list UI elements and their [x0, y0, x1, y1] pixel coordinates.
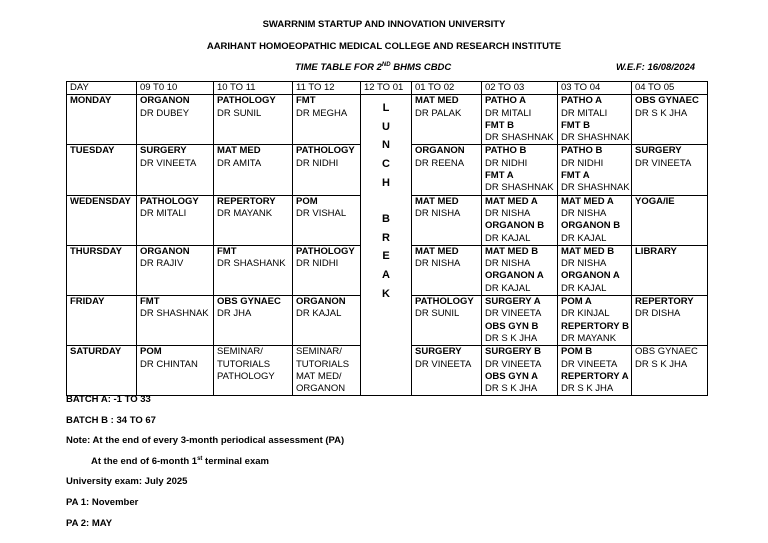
column-header: 12 TO 01	[361, 82, 412, 95]
schedule-cell	[482, 145, 558, 195]
title-pre: TIME TABLE FOR 2	[295, 62, 382, 74]
schedule-cell	[214, 296, 293, 346]
teacher-label: DR MAYANK	[217, 207, 273, 219]
subject-label: YOGA/IE	[635, 195, 675, 207]
day-cell: MONDAY	[67, 95, 137, 145]
title-post: BHMS CBDC	[390, 62, 452, 74]
schedule-cell	[214, 346, 293, 396]
subject-label: ORGANON	[140, 95, 190, 107]
subject-label: FMT B	[485, 119, 515, 131]
teacher-label: DR SHASHNAK	[485, 132, 554, 144]
batch-a: BATCH A: -1 TO 33	[66, 394, 151, 405]
teacher-label: DR SHASHNAK	[485, 182, 554, 194]
subject-label: REPERTORY B	[561, 320, 629, 332]
teacher-label: DR SHASHNAK	[140, 308, 209, 320]
schedule-cell	[632, 95, 708, 145]
teacher-label: DR NISHA	[561, 207, 607, 219]
schedule-cell	[482, 95, 558, 145]
teacher-label: DR NIDHI	[296, 258, 339, 270]
subject-label: SEMINAR/	[296, 346, 342, 358]
day-cell: WEDENSDAY	[67, 195, 137, 245]
teacher-label: DR AMITA	[217, 157, 262, 169]
teacher-label: DR KAJAL	[561, 282, 607, 294]
note2-pre: At the end of 6-month 1	[91, 456, 198, 468]
subject-label: FMT	[217, 245, 237, 257]
subject-label: ORGANON A	[561, 270, 620, 282]
lunch-letter: A	[382, 269, 390, 282]
subject-label: ORGANON A	[485, 270, 544, 282]
teacher-label: DR VINEETA	[561, 358, 618, 370]
note2-sup: st	[197, 456, 203, 462]
teacher-label: DR S K JHA	[485, 383, 538, 395]
teacher-label: DR NISHA	[561, 258, 607, 270]
subject-label: POM	[140, 346, 162, 358]
day-cell: FRIDAY	[67, 296, 137, 346]
schedule-cell	[558, 195, 632, 245]
subject-label: MAT MED A	[485, 195, 538, 207]
lunch-letter: C	[382, 158, 390, 171]
teacher-label: DR MITALI	[140, 207, 187, 219]
teacher-label: DR NIDHI	[296, 157, 339, 169]
teacher-label: DR SUNIL	[415, 308, 460, 320]
subject-label: SURGERY	[415, 346, 462, 358]
subject-label: MAT MED B	[485, 245, 539, 257]
teacher-label: DR JHA	[217, 308, 252, 320]
teacher-label: ORGANON	[296, 383, 346, 395]
note: Note: At the end of every 3-month periodical assessment (PA)	[66, 435, 345, 446]
teacher-label: DR KAJAL	[485, 232, 531, 244]
subject-label: SEMINAR/	[217, 346, 263, 358]
lunch-break-cell	[361, 95, 412, 396]
lunch-letter: U	[382, 120, 390, 133]
teacher-label: DR PALAK	[415, 107, 462, 119]
subject-label: REPERTORY A	[561, 370, 629, 382]
subject-label: OBS GYNAEC	[217, 296, 281, 308]
table-row	[67, 95, 708, 145]
lunch-letter: B	[382, 213, 390, 226]
column-header: 10 TO 11	[214, 82, 293, 95]
subject-label: MAT MED	[415, 95, 459, 107]
subject-label: PATHOLOGY	[296, 145, 355, 157]
schedule-cell	[412, 95, 482, 145]
teacher-label: DR MEGHA	[296, 107, 348, 119]
teacher-label: DR SHASHANK	[217, 258, 286, 270]
schedule-cell	[412, 346, 482, 396]
teacher-label: DR VINEETA	[485, 358, 542, 370]
lunch-letter: L	[382, 102, 390, 115]
subject-label: POM	[296, 195, 318, 207]
teacher-label: DR NISHA	[415, 258, 461, 270]
teacher-label: DR NISHA	[485, 207, 531, 219]
header-row	[67, 82, 708, 95]
schedule-cell	[558, 145, 632, 195]
subject-label: FMT B	[561, 119, 591, 131]
teacher-label: TUTORIALS	[296, 358, 350, 370]
lunch-letter: H	[382, 176, 390, 189]
teacher-label: DR NISHA	[485, 258, 531, 270]
teacher-label: DR SHASHNAK	[561, 132, 630, 144]
subject-label: PATHOLOGY	[415, 296, 474, 308]
teacher-label: DR DISHA	[635, 308, 681, 320]
timetable	[66, 81, 708, 396]
teacher-label: DR VINEETA	[635, 157, 692, 169]
schedule-cell	[558, 296, 632, 346]
pa1: PA 1: November	[66, 497, 139, 508]
schedule-cell	[632, 296, 708, 346]
schedule-cell	[482, 346, 558, 396]
subject-label: PATHOLOGY	[217, 95, 276, 107]
pa2: PA 2: MAY	[66, 518, 113, 529]
schedule-cell	[482, 195, 558, 245]
subject-label: PATHOLOGY	[140, 195, 199, 207]
schedule-cell	[632, 346, 708, 396]
schedule-cell	[214, 95, 293, 145]
day-cell: SATURDAY	[67, 346, 137, 396]
subject-label: ORGANON	[296, 296, 346, 308]
schedule-cell	[632, 145, 708, 195]
schedule-cell	[137, 245, 214, 295]
batch-b: BATCH B : 34 TO 67	[66, 415, 156, 426]
teacher-label: DR KINJAL	[561, 308, 610, 320]
timetable-title	[295, 62, 451, 73]
subject-label: FMT A	[561, 170, 590, 182]
teacher-label: DR DUBEY	[140, 107, 190, 119]
schedule-cell	[412, 245, 482, 295]
teacher-label: DR KAJAL	[561, 232, 607, 244]
schedule-cell	[293, 245, 361, 295]
college-name: AARIHANT HOMOEOPATHIC MEDICAL COLLEGE AND RESEARCH INSTITUTE	[206, 41, 562, 52]
teacher-label: DR VINEETA	[415, 358, 472, 370]
schedule-cell	[137, 195, 214, 245]
teacher-label: DR S K JHA	[561, 383, 614, 395]
teacher-label: TUTORIALS	[217, 358, 271, 370]
subject-label: OBS GYN A	[485, 370, 538, 382]
teacher-label: DR REENA	[415, 157, 465, 169]
teacher-label: DR VINEETA	[140, 157, 197, 169]
subject-label: PATHO B	[561, 145, 603, 157]
subject-label: MAT MED/	[296, 370, 342, 382]
subject-label: MAT MED B	[561, 245, 615, 257]
subject-label: MAT MED	[217, 145, 261, 157]
subject-label: OBS GYNAEC	[635, 346, 698, 358]
subject-label: PATHO A	[485, 95, 526, 107]
schedule-cell	[632, 245, 708, 295]
schedule-cell	[293, 95, 361, 145]
column-header: DAY	[67, 82, 137, 95]
teacher-label: DR S K JHA	[485, 332, 538, 344]
teacher-label: DR KAJAL	[485, 282, 531, 294]
subject-label: ORGANON B	[561, 220, 621, 232]
subject-label: PATHO B	[485, 145, 527, 157]
schedule-cell	[293, 346, 361, 396]
teacher-label: DR KAJAL	[296, 308, 342, 320]
schedule-cell	[632, 195, 708, 245]
lunch-letter: R	[382, 231, 390, 244]
subject-label: ORGANON	[415, 145, 465, 157]
teacher-label: DR NIDHI	[485, 157, 528, 169]
day-cell: THURSDAY	[67, 245, 137, 295]
schedule-cell	[293, 296, 361, 346]
subject-label: OBS GYNAEC	[635, 95, 699, 107]
subject-label: REPERTORY	[635, 296, 694, 308]
schedule-cell	[293, 145, 361, 195]
schedule-cell	[558, 95, 632, 145]
teacher-label: DR MAYANK	[561, 332, 617, 344]
schedule-cell	[412, 296, 482, 346]
subject-label: SURGERY A	[485, 296, 541, 308]
column-header: 09 T0 10	[137, 82, 214, 95]
teacher-label: DR MITALI	[561, 107, 608, 119]
schedule-cell	[482, 296, 558, 346]
subject-label: POM B	[561, 346, 593, 358]
schedule-cell	[293, 195, 361, 245]
column-header: 02 TO 03	[482, 82, 558, 95]
lunch-letter: E	[382, 250, 390, 263]
subject-label: MAT MED	[415, 245, 459, 257]
subject-label: ORGANON B	[485, 220, 545, 232]
column-header: 11 TO 12	[293, 82, 361, 95]
lunch-letter: K	[382, 287, 390, 300]
subject-label: SURGERY	[635, 145, 682, 157]
university-exam: University exam: July 2025	[66, 476, 188, 487]
subject-label: PATHOLOGY	[296, 245, 355, 257]
schedule-cell	[137, 145, 214, 195]
schedule-cell	[558, 245, 632, 295]
teacher-label: DR VISHAL	[296, 207, 347, 219]
teacher-label: DR SUNIL	[217, 107, 262, 119]
teacher-label: PATHOLOGY	[217, 370, 275, 382]
subject-label: REPERTORY	[217, 195, 276, 207]
subject-label: MAT MED A	[561, 195, 614, 207]
note-terminal	[91, 456, 269, 467]
schedule-cell	[558, 346, 632, 396]
subject-label: SURGERY	[140, 145, 187, 157]
schedule-cell	[412, 145, 482, 195]
schedule-cell	[214, 145, 293, 195]
column-header: 04 TO 05	[632, 82, 708, 95]
subject-label: ORGANON	[140, 245, 190, 257]
subject-label: FMT A	[485, 170, 514, 182]
schedule-cell	[482, 245, 558, 295]
day-cell: TUESDAY	[67, 145, 137, 195]
subject-label: OBS GYN B	[485, 320, 539, 332]
column-header: 03 TO 04	[558, 82, 632, 95]
title-sup: ND	[381, 62, 391, 68]
subject-label: PATHO A	[561, 95, 602, 107]
schedule-cell	[214, 245, 293, 295]
teacher-label: DR CHINTAN	[140, 358, 198, 370]
note2-post: terminal exam	[202, 456, 269, 468]
teacher-label: DR NISHA	[415, 207, 461, 219]
teacher-label: DR S K JHA	[635, 107, 688, 119]
teacher-label: DR S K JHA	[635, 358, 688, 370]
subject-label: SURGERY B	[485, 346, 541, 358]
lunch-letter: N	[382, 139, 390, 152]
teacher-label: DR NIDHI	[561, 157, 604, 169]
university-name: SWARRNIM STARTUP AND INNOVATION UNIVERSITY	[262, 19, 506, 30]
teacher-label: DR VINEETA	[485, 308, 542, 320]
subject-label: FMT	[296, 95, 316, 107]
subject-label: POM A	[561, 296, 592, 308]
schedule-cell	[137, 296, 214, 346]
subject-label: MAT MED	[415, 195, 459, 207]
wef-date: W.E.F: 16/08/2024	[616, 62, 696, 73]
teacher-label: DR RAJIV	[140, 258, 184, 270]
schedule-cell	[412, 195, 482, 245]
schedule-cell	[137, 346, 214, 396]
subject-label: LIBRARY	[635, 245, 677, 257]
column-header: 01 TO 02	[412, 82, 482, 95]
teacher-label: DR SHASHNAK	[561, 182, 630, 194]
schedule-cell	[214, 195, 293, 245]
subject-label: FMT	[140, 296, 160, 308]
teacher-label: DR MITALI	[485, 107, 532, 119]
schedule-cell	[137, 95, 214, 145]
